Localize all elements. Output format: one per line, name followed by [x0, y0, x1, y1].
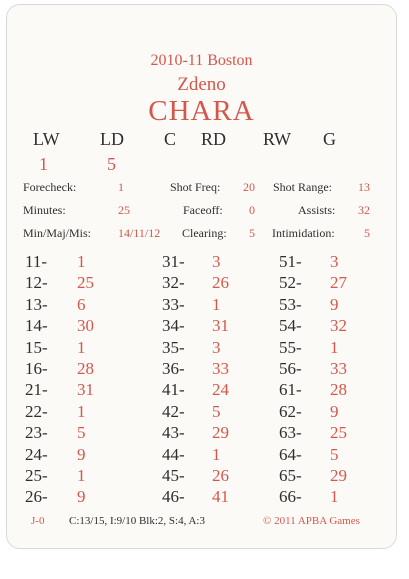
- dice-roll: 22-: [25, 401, 48, 421]
- dice-result: 1: [330, 487, 339, 507]
- dice-roll: 63-: [279, 423, 302, 443]
- dice-result: 3: [212, 252, 221, 271]
- dice-roll: 66-: [279, 487, 302, 507]
- dice-roll: 33-: [162, 294, 185, 314]
- dice-roll: 46-: [162, 487, 185, 507]
- dice-roll: 34-: [162, 316, 185, 336]
- shot-range-value: 13: [358, 180, 370, 194]
- dice-result: 1: [77, 466, 86, 485]
- dice-result: 25: [330, 423, 347, 443]
- dice-roll: 26-: [25, 487, 48, 507]
- dice-roll: 52-: [279, 273, 302, 293]
- minutes-label: Minutes:: [23, 203, 66, 217]
- dice-result: 9: [330, 294, 339, 314]
- dice-result: 3: [212, 337, 221, 357]
- faceoff-label: Faceoff:: [183, 203, 223, 217]
- position-header-ld: LD: [100, 129, 124, 149]
- clearing-value: 5: [249, 226, 255, 240]
- dice-result: 9: [77, 444, 86, 464]
- dice-result: 26: [212, 273, 229, 293]
- penalty-value: 14/11/12: [118, 226, 161, 240]
- player-first-name: Zdeno: [177, 74, 226, 95]
- dice-roll: 51-: [279, 252, 302, 271]
- faceoff-value: 0: [249, 203, 255, 217]
- dice-result: 1: [77, 252, 86, 271]
- dice-roll: 36-: [162, 359, 185, 378]
- forecheck-label: Forecheck:: [23, 180, 77, 194]
- dice-roll: 25-: [25, 466, 48, 485]
- dice-roll: 62-: [279, 401, 302, 421]
- dice-result: 33: [330, 359, 347, 378]
- dice-roll: 65-: [279, 466, 302, 485]
- intimidation-label: Intimidation:: [272, 226, 335, 240]
- dice-roll: 43-: [162, 423, 185, 443]
- dice-roll: 61-: [279, 380, 302, 400]
- player-card: [6, 4, 397, 549]
- dice-roll: 42-: [162, 401, 185, 421]
- clearing-label: Clearing:: [182, 226, 227, 240]
- dice-result: 1: [212, 444, 221, 464]
- dice-roll: 54-: [279, 316, 302, 336]
- season-team: 2010-11 Boston: [150, 52, 253, 69]
- dice-roll: 24-: [25, 444, 48, 464]
- intimidation-value: 5: [364, 226, 370, 240]
- position-header-g: G: [323, 129, 336, 149]
- dice-result: 9: [77, 487, 86, 507]
- dice-roll: 31-: [162, 252, 185, 271]
- shot-range-label: Shot Range:: [273, 180, 332, 194]
- dice-result: 1: [212, 294, 221, 314]
- dice-result: 3: [330, 252, 339, 271]
- dice-result: 5: [77, 423, 86, 443]
- dice-roll: 64-: [279, 444, 302, 464]
- dice-result: 31: [212, 316, 229, 336]
- dice-result: 24: [212, 380, 229, 400]
- card-ratings: C:13/15, I:9/10 Blk:2, S:4, A:3: [69, 515, 205, 527]
- dice-result: 25: [77, 273, 94, 293]
- card-copyright: © 2011 APBA Games: [263, 515, 360, 527]
- position-header-lw: LW: [33, 129, 60, 149]
- position-value-ld: 5: [107, 154, 116, 174]
- dice-result: 27: [330, 273, 347, 293]
- dice-roll: 21-: [25, 380, 48, 400]
- shot-freq-label: Shot Freq:: [170, 180, 221, 194]
- dice-result: 28: [77, 359, 94, 378]
- dice-roll: 35-: [162, 337, 185, 357]
- dice-result: 29: [330, 466, 347, 485]
- dice-result: 28: [330, 380, 347, 400]
- dice-result: 26: [212, 466, 229, 485]
- card-code: J-0: [31, 515, 45, 527]
- dice-roll: 23-: [25, 423, 48, 443]
- dice-roll: 13-: [25, 294, 48, 314]
- dice-roll: 44-: [162, 444, 185, 464]
- position-header-rd: RD: [201, 129, 227, 149]
- dice-result: 29: [212, 423, 229, 443]
- dice-result: 1: [330, 337, 339, 357]
- dice-result: 31: [77, 380, 94, 400]
- dice-roll: 55-: [279, 337, 302, 357]
- dice-roll: 14-: [25, 316, 48, 336]
- dice-result: 32: [330, 316, 347, 336]
- dice-result: 30: [77, 316, 94, 336]
- dice-result: 1: [77, 401, 86, 421]
- shot-freq-value: 20: [243, 180, 255, 194]
- dice-result: 41: [212, 487, 229, 507]
- dice-roll: 45-: [162, 466, 185, 485]
- forecheck-value: 1: [118, 180, 124, 194]
- position-value-lw: 1: [39, 154, 48, 174]
- dice-roll: 16-: [25, 359, 48, 378]
- dice-roll: 12-: [25, 273, 48, 293]
- dice-result: 6: [77, 294, 86, 314]
- assists-label: Assists:: [298, 203, 336, 217]
- assists-value: 32: [358, 203, 370, 217]
- position-header-c: C: [164, 129, 177, 149]
- dice-roll: 11-: [25, 252, 48, 271]
- dice-result: 5: [212, 401, 221, 421]
- dice-roll: 56-: [279, 359, 302, 378]
- player-last-name: CHARA: [148, 95, 255, 127]
- position-header-rw: RW: [263, 129, 292, 149]
- dice-result: 33: [212, 359, 229, 378]
- dice-result: 9: [330, 401, 339, 421]
- dice-roll: 53-: [279, 294, 302, 314]
- dice-roll: 41-: [162, 380, 185, 400]
- penalty-label: Min/Maj/Mis:: [23, 226, 92, 240]
- dice-result: 5: [330, 444, 339, 464]
- dice-result: 1: [77, 337, 86, 357]
- dice-roll: 15-: [25, 337, 48, 357]
- dice-roll: 32-: [162, 273, 185, 293]
- minutes-value: 25: [118, 203, 130, 217]
